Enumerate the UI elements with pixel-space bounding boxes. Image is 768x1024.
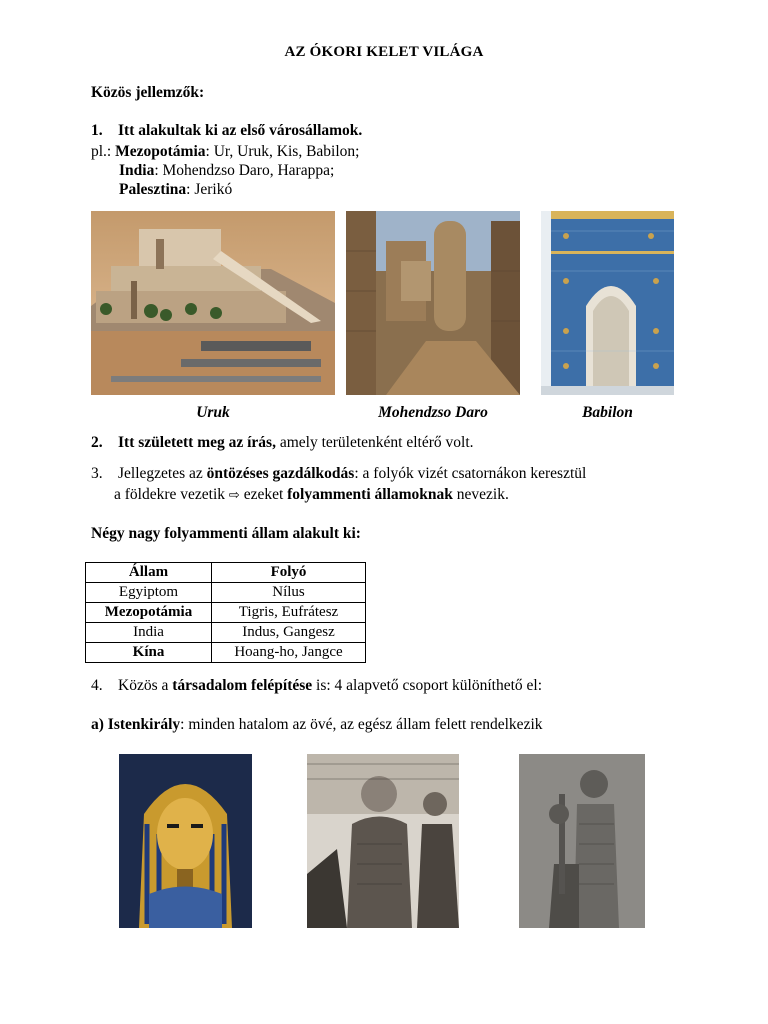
right-arrow-icon: ⇨: [228, 488, 240, 503]
mohenjo-daro-image: [346, 211, 520, 395]
item-4-text-c: is: 4 alapvető csoport különíthető el:: [312, 677, 543, 694]
item-2-bold: Itt született meg az írás,: [118, 434, 276, 451]
item-a: [91, 716, 543, 734]
item-4: [91, 677, 542, 695]
common-features-heading: Közös jellemzők:: [91, 84, 205, 101]
caption-mohendzso-daro: Mohendzso Daro: [378, 404, 488, 421]
example-palesztina-cities: : Jerikó: [186, 181, 233, 198]
example-india-name: India: [119, 162, 155, 179]
item-a-rest: : minden hatalom az övé, az egész állam felett rendelkezik: [180, 716, 543, 733]
item-3-text-a: Jellegzetes az: [118, 465, 207, 482]
table-row: [86, 623, 366, 643]
caption-babilon: Babilon: [582, 404, 633, 421]
table-cell-state: Egyiptom: [86, 583, 212, 603]
item-3-text-g: nevezik.: [452, 486, 509, 503]
table-row: [86, 643, 366, 663]
item-4-society: társadalom felépítése: [172, 677, 313, 694]
relief-king-image: [519, 754, 645, 928]
item-3-text-d: a földekre vezetik: [114, 486, 229, 503]
example-mezopotamia-cities: : Ur, Uruk, Kis, Babilon;: [205, 143, 360, 160]
item-1-number: 1.: [91, 122, 103, 139]
table-cell-state: Mezopotámia: [86, 603, 212, 623]
item-3-text-c: : a folyók vizét csatornákon keresztül: [354, 465, 587, 482]
table-cell-state: Kína: [86, 643, 212, 663]
item-3-text-e: ezeket: [239, 486, 288, 503]
table-cell-river: Tigris, Eufrátesz: [212, 603, 366, 623]
item-2-rest: amely területenként eltérő volt.: [275, 434, 474, 451]
item-1: [91, 122, 362, 140]
item-3-line-1: [91, 465, 586, 483]
example-india-cities: : Mohendzso Daro, Harappa;: [154, 162, 335, 179]
table-header-row: [86, 563, 366, 583]
example-mezopotamia: [91, 143, 359, 161]
item-1-text: Itt alakultak ki az első városállamok.: [118, 122, 363, 139]
four-states-heading: Négy nagy folyammenti állam alakult ki:: [91, 525, 361, 542]
item-3-irrigation: öntözéses gazdálkodás: [206, 465, 355, 482]
tutankhamun-mask-image: [119, 754, 252, 928]
table-row: [86, 583, 366, 603]
example-mezopotamia-name: Mezopotámia: [115, 143, 206, 160]
item-2-number: 2.: [91, 434, 103, 451]
item-3-number: 3.: [91, 465, 103, 482]
table-cell-river: Indus, Gangesz: [212, 623, 366, 643]
item-a-label: a): [91, 716, 104, 733]
example-prefix: pl.:: [91, 143, 112, 160]
table-cell-river: Nílus: [212, 583, 366, 603]
table-cell-state: India: [86, 623, 212, 643]
item-3-river-states: folyammenti államoknak: [287, 486, 453, 503]
river-states-table: [85, 562, 366, 663]
item-3-line-2: [114, 486, 509, 504]
caption-uruk: Uruk: [196, 404, 230, 421]
item-4-number: 4.: [91, 677, 103, 694]
item-2: [91, 434, 474, 452]
example-palesztina-name: Palesztina: [119, 181, 187, 198]
item-4-text-a: Közös a: [118, 677, 173, 694]
item-a-god-king: Istenkirály: [107, 716, 181, 733]
ishtar-gate-image: [541, 211, 674, 395]
king-engraving-image: [307, 754, 459, 928]
table-header-state: Állam: [86, 563, 212, 583]
table-row: [86, 603, 366, 623]
example-india: [119, 162, 334, 180]
uruk-ziggurat-image: [91, 211, 335, 395]
example-palesztina: [119, 181, 232, 199]
table-cell-river: Hoang-ho, Jangce: [212, 643, 366, 663]
page-title: AZ ÓKORI KELET VILÁGA: [284, 44, 484, 60]
table-header-river: Folyó: [212, 563, 366, 583]
